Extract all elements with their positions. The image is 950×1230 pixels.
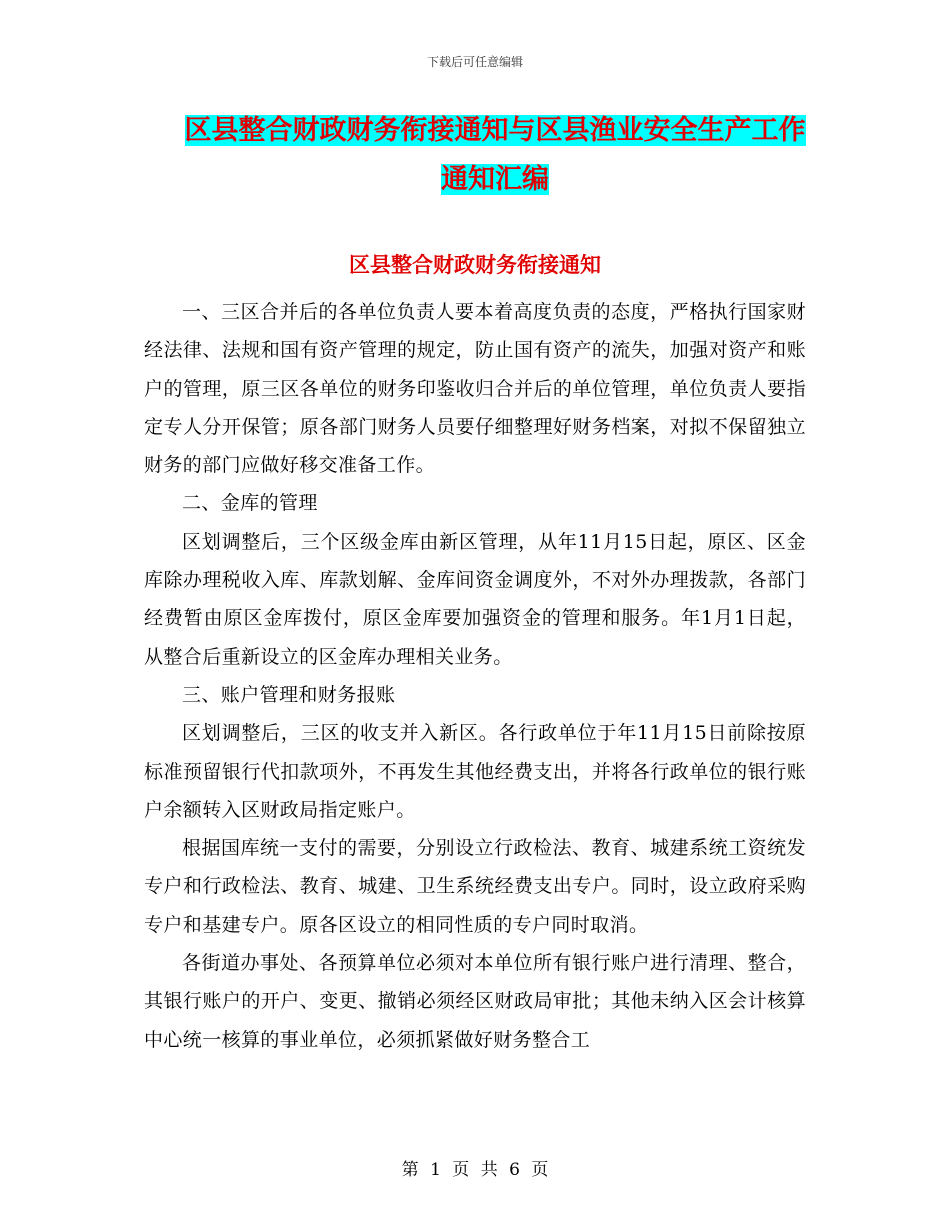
section-title: 区县整合财政财务衔接通知 — [349, 253, 601, 277]
paragraph: 区划调整后，三个区级金库由新区管理，从年11月15日起，原区、区金库除办理税收入库、库款划解、金库间资金调度外，不对外办理拨款，各部门经费暂由原区金库拨付，原区金库要加强资金的管理和服务。年1月1日起，从整合后重新设立的区金库办理相关业务。 — [144, 530, 806, 668]
paragraph: 一、三区合并后的各单位负责人要本着高度负责的态度，严格执行国家财经法律、法规和国有资产管理的规定，防止国有资产的流失，加强对资产和账户的管理，原三区各单位的财务印鉴收归合并后的单位管理，单位负责人要指定专人分开保管；原各部门财务人员要仔细整理好财务档案，对拟不保留独立财务的部门应做好移交准备工作。 — [144, 301, 806, 477]
paragraph: 各街道办事处、各预算单位必须对本单位所有银行账户进行清理、整合，其银行账户的开户、变更、撤销必须经区财政局审批；其他未纳入区会计核算中心统一核算的事业单位，必须抓紧做好财务整合工 — [144, 952, 806, 1051]
paragraph: 二、金库的管理 — [182, 492, 318, 515]
document-title-line-1: 区县整合财政财务衔接通知与区县渔业安全生产工作 — [184, 115, 806, 146]
header-note: 下载后可任意编辑 — [426, 55, 523, 69]
paragraph: 根据国库统一支付的需要，分别设立行政检法、教育、城建系统工资统发专户和行政检法、教育、城建、卫生系统经费支出专户。同时，设立政府采购专户和基建专户。原各区设立的相同性质的专户同时取消。 — [144, 837, 806, 936]
paragraph: 三、账户管理和财务报账 — [182, 683, 396, 706]
body-text — [144, 293, 806, 1059]
document-title — [140, 106, 850, 204]
page-footer: 第 1 页 共 6 页 — [401, 1160, 549, 1180]
document-title-line-2: 通知汇编 — [441, 164, 549, 195]
paragraph: 区划调整后，三区的收支并入新区。各行政单位于年11月15日前除按原标准预留银行代扣款项外，不再发生其他经费支出，并将各行政单位的银行账户余额转入区财政局指定账户。 — [144, 722, 806, 821]
